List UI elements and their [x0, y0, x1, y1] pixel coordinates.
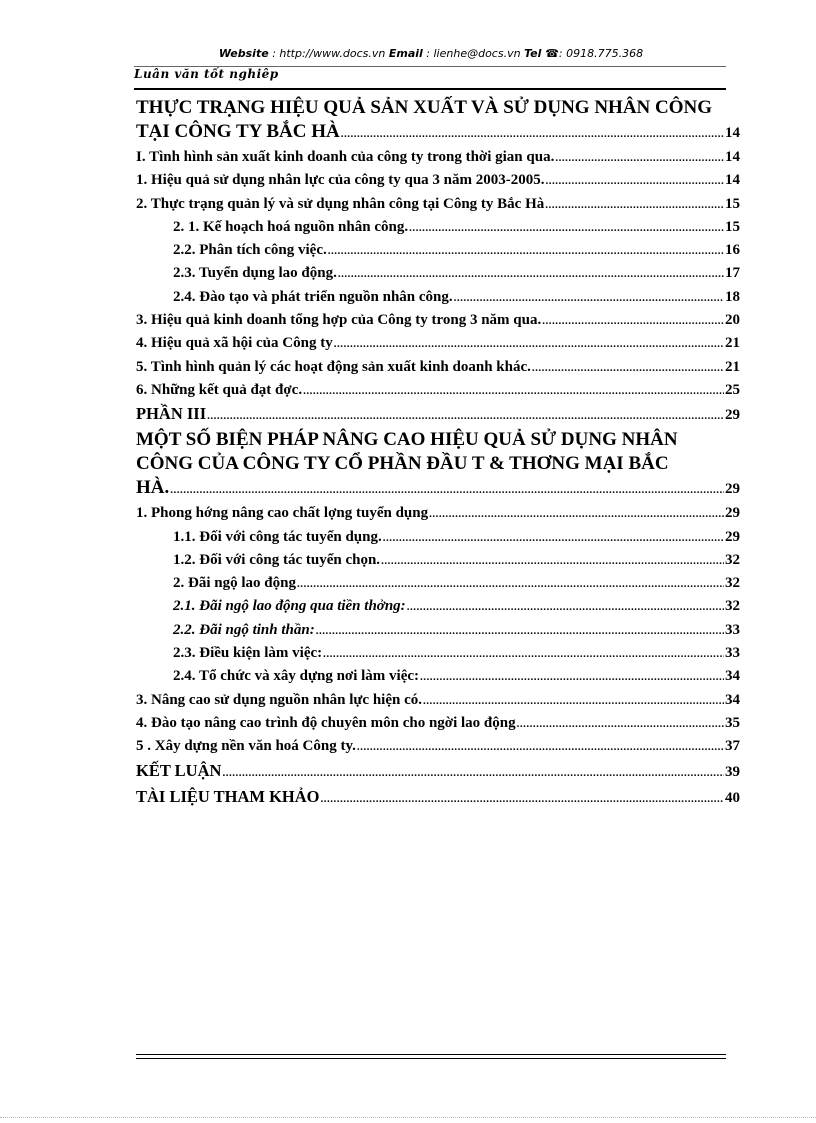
- toc-entry[interactable]: [136, 356, 740, 379]
- toc-entry[interactable]: [136, 642, 740, 665]
- toc-page-number: 16: [725, 242, 740, 259]
- toc-entry[interactable]: [136, 549, 740, 572]
- toc-page-number: 29: [725, 481, 740, 498]
- toc-entry-text: 2. 1. Kế hoạch hoá nguồn nhân công.: [173, 218, 409, 235]
- dot-leader: [323, 643, 724, 665]
- toc-page-number: 33: [725, 621, 740, 638]
- page-header: [136, 47, 726, 60]
- toc-entry-text: TẠI CÔNG TY BẮC HÀ: [136, 121, 340, 142]
- toc-entry-text: KẾT LUẬN: [136, 760, 222, 780]
- dot-leader: [454, 287, 724, 309]
- toc-entry-text: I. Tình hình sản xuất kinh doanh của công ty trong thời gian qua.: [136, 149, 555, 165]
- dot-leader: [381, 550, 724, 572]
- toc-entry[interactable]: [136, 239, 740, 262]
- toc-entry[interactable]: [136, 332, 740, 355]
- table-of-contents: [136, 96, 740, 811]
- dot-leader: [429, 503, 724, 525]
- dot-leader: [170, 478, 724, 502]
- dot-leader: [555, 147, 724, 169]
- part2-title-line1: THỰC TRẠNG HIỆU QUẢ SẢN XUẤT VÀ SỬ DỤNG NHÂN CÔNG: [136, 97, 713, 118]
- dot-leader: [423, 690, 724, 712]
- toc-entry-text: TÀI LIỆU THAM KHẢO: [136, 786, 320, 806]
- website-label: Website: [218, 47, 269, 60]
- toc-entry-part2[interactable]: [136, 120, 740, 146]
- toc-entry-text: 3. Nâng cao sử dụng nguồn nhân lực hiện có.: [136, 691, 422, 708]
- toc-page-number: 20: [725, 312, 740, 329]
- toc-entry[interactable]: [136, 169, 740, 192]
- toc-entry[interactable]: [136, 712, 740, 735]
- toc-entry-text: 5 . Xây dựng nền văn hoá Công ty.: [136, 738, 356, 755]
- toc-page-number: 14: [725, 125, 740, 141]
- toc-entry-text: 2. Thực trạng quản lý và sử dụng nhân công tại Công ty Bắc Hà: [136, 195, 545, 212]
- toc-page-number: 15: [725, 218, 740, 235]
- toc-page-number: 32: [725, 575, 740, 592]
- toc-entry-part3-heading[interactable]: [136, 402, 740, 428]
- toc-page-number: 14: [725, 149, 740, 165]
- toc-page-number: 29: [725, 505, 740, 522]
- part3-title-line2: CÔNG CỦA CÔNG TY CỔ PHẦN ĐẦU T & THƠNG MẠI BẮC: [136, 453, 669, 475]
- dot-leader: [546, 170, 724, 192]
- dot-leader: [316, 620, 724, 642]
- dot-leader: [542, 310, 724, 332]
- toc-entry-part3[interactable]: [136, 476, 740, 502]
- thesis-label: Luân văn tốt nghiêp: [134, 67, 279, 81]
- toc-entry[interactable]: [136, 502, 740, 525]
- toc-entry[interactable]: [136, 379, 740, 402]
- toc-entry[interactable]: [136, 216, 740, 239]
- toc-page-number: 21: [725, 335, 740, 352]
- toc-page-number: 34: [725, 691, 740, 708]
- toc-page-number: 29: [725, 528, 740, 545]
- toc-entry[interactable]: [136, 146, 740, 169]
- toc-entry[interactable]: [136, 193, 740, 216]
- toc-page-number: 14: [725, 172, 740, 189]
- dot-leader: [420, 666, 724, 688]
- dot-leader: [545, 194, 724, 216]
- toc-page-number: 18: [725, 288, 740, 305]
- toc-page-number: 37: [725, 738, 740, 755]
- toc-page-number: 25: [725, 381, 740, 398]
- dot-leader: [407, 596, 724, 618]
- dot-leader: [341, 122, 724, 146]
- toc-entry-text: 1.1. Đối với công tác tuyển dụng.: [173, 528, 382, 545]
- dot-leader: [532, 357, 724, 379]
- toc-entry[interactable]: [136, 526, 740, 549]
- toc-entry[interactable]: [136, 735, 740, 758]
- toc-entry[interactable]: [136, 286, 740, 309]
- toc-entry-text: HÀ.: [136, 477, 170, 499]
- thesis-divider: [134, 88, 726, 90]
- toc-entry[interactable]: [136, 689, 740, 712]
- dot-leader: [334, 333, 724, 355]
- dot-leader: [297, 573, 724, 595]
- toc-entry-text: 2.3. Điều kiện làm việc:: [173, 645, 323, 662]
- toc-entry-references[interactable]: [136, 785, 740, 811]
- toc-page-number: 40: [725, 789, 740, 806]
- toc-entry-text: 2.1. Đãi ngộ lao động qua tiền thởng:: [173, 598, 406, 615]
- toc-entry-conclusion[interactable]: [136, 759, 740, 785]
- toc-entry-text: 2.3. Tuyển dụng lao động.: [173, 265, 337, 282]
- toc-page-number: 34: [725, 668, 740, 685]
- toc-page-number: 29: [725, 407, 740, 424]
- toc-entry-text: 2.2. Đãi ngộ tinh thần:: [173, 621, 315, 638]
- toc-entry-text: 1. Hiệu quả sử dụng nhân lực của công ty qua 3 năm 2003-2005.: [136, 172, 545, 189]
- toc-entry[interactable]: [136, 619, 740, 642]
- dot-leader: [338, 263, 724, 285]
- toc-entry-text: 1. Phong hớng nâng cao chất lợng tuyển dụng: [136, 505, 429, 522]
- dot-leader: [409, 217, 724, 239]
- toc-entry-text: 2.2. Phân tích công việc.: [173, 242, 327, 259]
- toc-entry-text: 4. Hiệu quả xã hội của Công ty: [136, 335, 333, 352]
- part3-title-line1: MỘT SỐ BIỆN PHÁP NÂNG CAO HIỆU QUẢ SỬ DỤNG NHÂN: [136, 429, 678, 451]
- toc-page-number: 39: [725, 763, 740, 780]
- page-edge: [0, 1117, 816, 1118]
- toc-page-number: 32: [725, 598, 740, 615]
- toc-entry-text: 3. Hiệu quả kinh doanh tổng hợp của Công ty trong 3 năm qua.: [136, 312, 542, 329]
- toc-entry-text: 6. Những kết quả đạt đợc.: [136, 381, 303, 398]
- toc-entry[interactable]: [136, 572, 740, 595]
- toc-page-number: 21: [725, 358, 740, 375]
- toc-entry-text: 2.4. Tổ chức và xây dựng nơi làm việc:: [173, 668, 420, 685]
- email-label: Email: [388, 47, 423, 60]
- toc-entry[interactable]: [136, 665, 740, 688]
- toc-page-number: 32: [725, 551, 740, 568]
- toc-entry-text: PHẦN III: [136, 404, 207, 424]
- dot-leader: [517, 713, 724, 735]
- dot-leader: [207, 404, 724, 428]
- dot-leader: [222, 761, 724, 785]
- toc-entry[interactable]: [136, 595, 740, 618]
- dot-leader: [383, 527, 724, 549]
- toc-page-number: 17: [725, 265, 740, 282]
- toc-entry-text: 5. Tình hình quản lý các hoạt động sản xuất kinh doanh khác.: [136, 358, 531, 375]
- tel-value: : 0918.775.368: [558, 47, 644, 60]
- dot-leader: [328, 240, 724, 262]
- dot-leader: [321, 787, 724, 811]
- toc-entry-text: 2.4. Đào tạo và phát triển nguồn nhân công.: [173, 288, 453, 305]
- website-value: : http://www.docs.vn: [272, 47, 386, 60]
- toc-entry-text: 2. Đãi ngộ lao động: [173, 575, 296, 592]
- tel-label: Tel ☎: [524, 47, 559, 60]
- toc-page-number: 35: [725, 714, 740, 731]
- toc-entry[interactable]: [136, 309, 740, 332]
- toc-entry[interactable]: [136, 262, 740, 285]
- dot-leader: [303, 380, 724, 402]
- footer-divider: [136, 1054, 726, 1055]
- toc-entry-text: 4. Đào tạo nâng cao trình độ chuyên môn cho ngời lao động: [136, 714, 516, 731]
- toc-page-number: 33: [725, 645, 740, 662]
- toc-page-number: 15: [725, 195, 740, 212]
- email-value: : lienhe@docs.vn: [426, 47, 521, 60]
- toc-entry-text: 1.2. Đối với công tác tuyển chọn.: [173, 551, 381, 568]
- footer-divider: [136, 1058, 726, 1059]
- dot-leader: [357, 736, 724, 758]
